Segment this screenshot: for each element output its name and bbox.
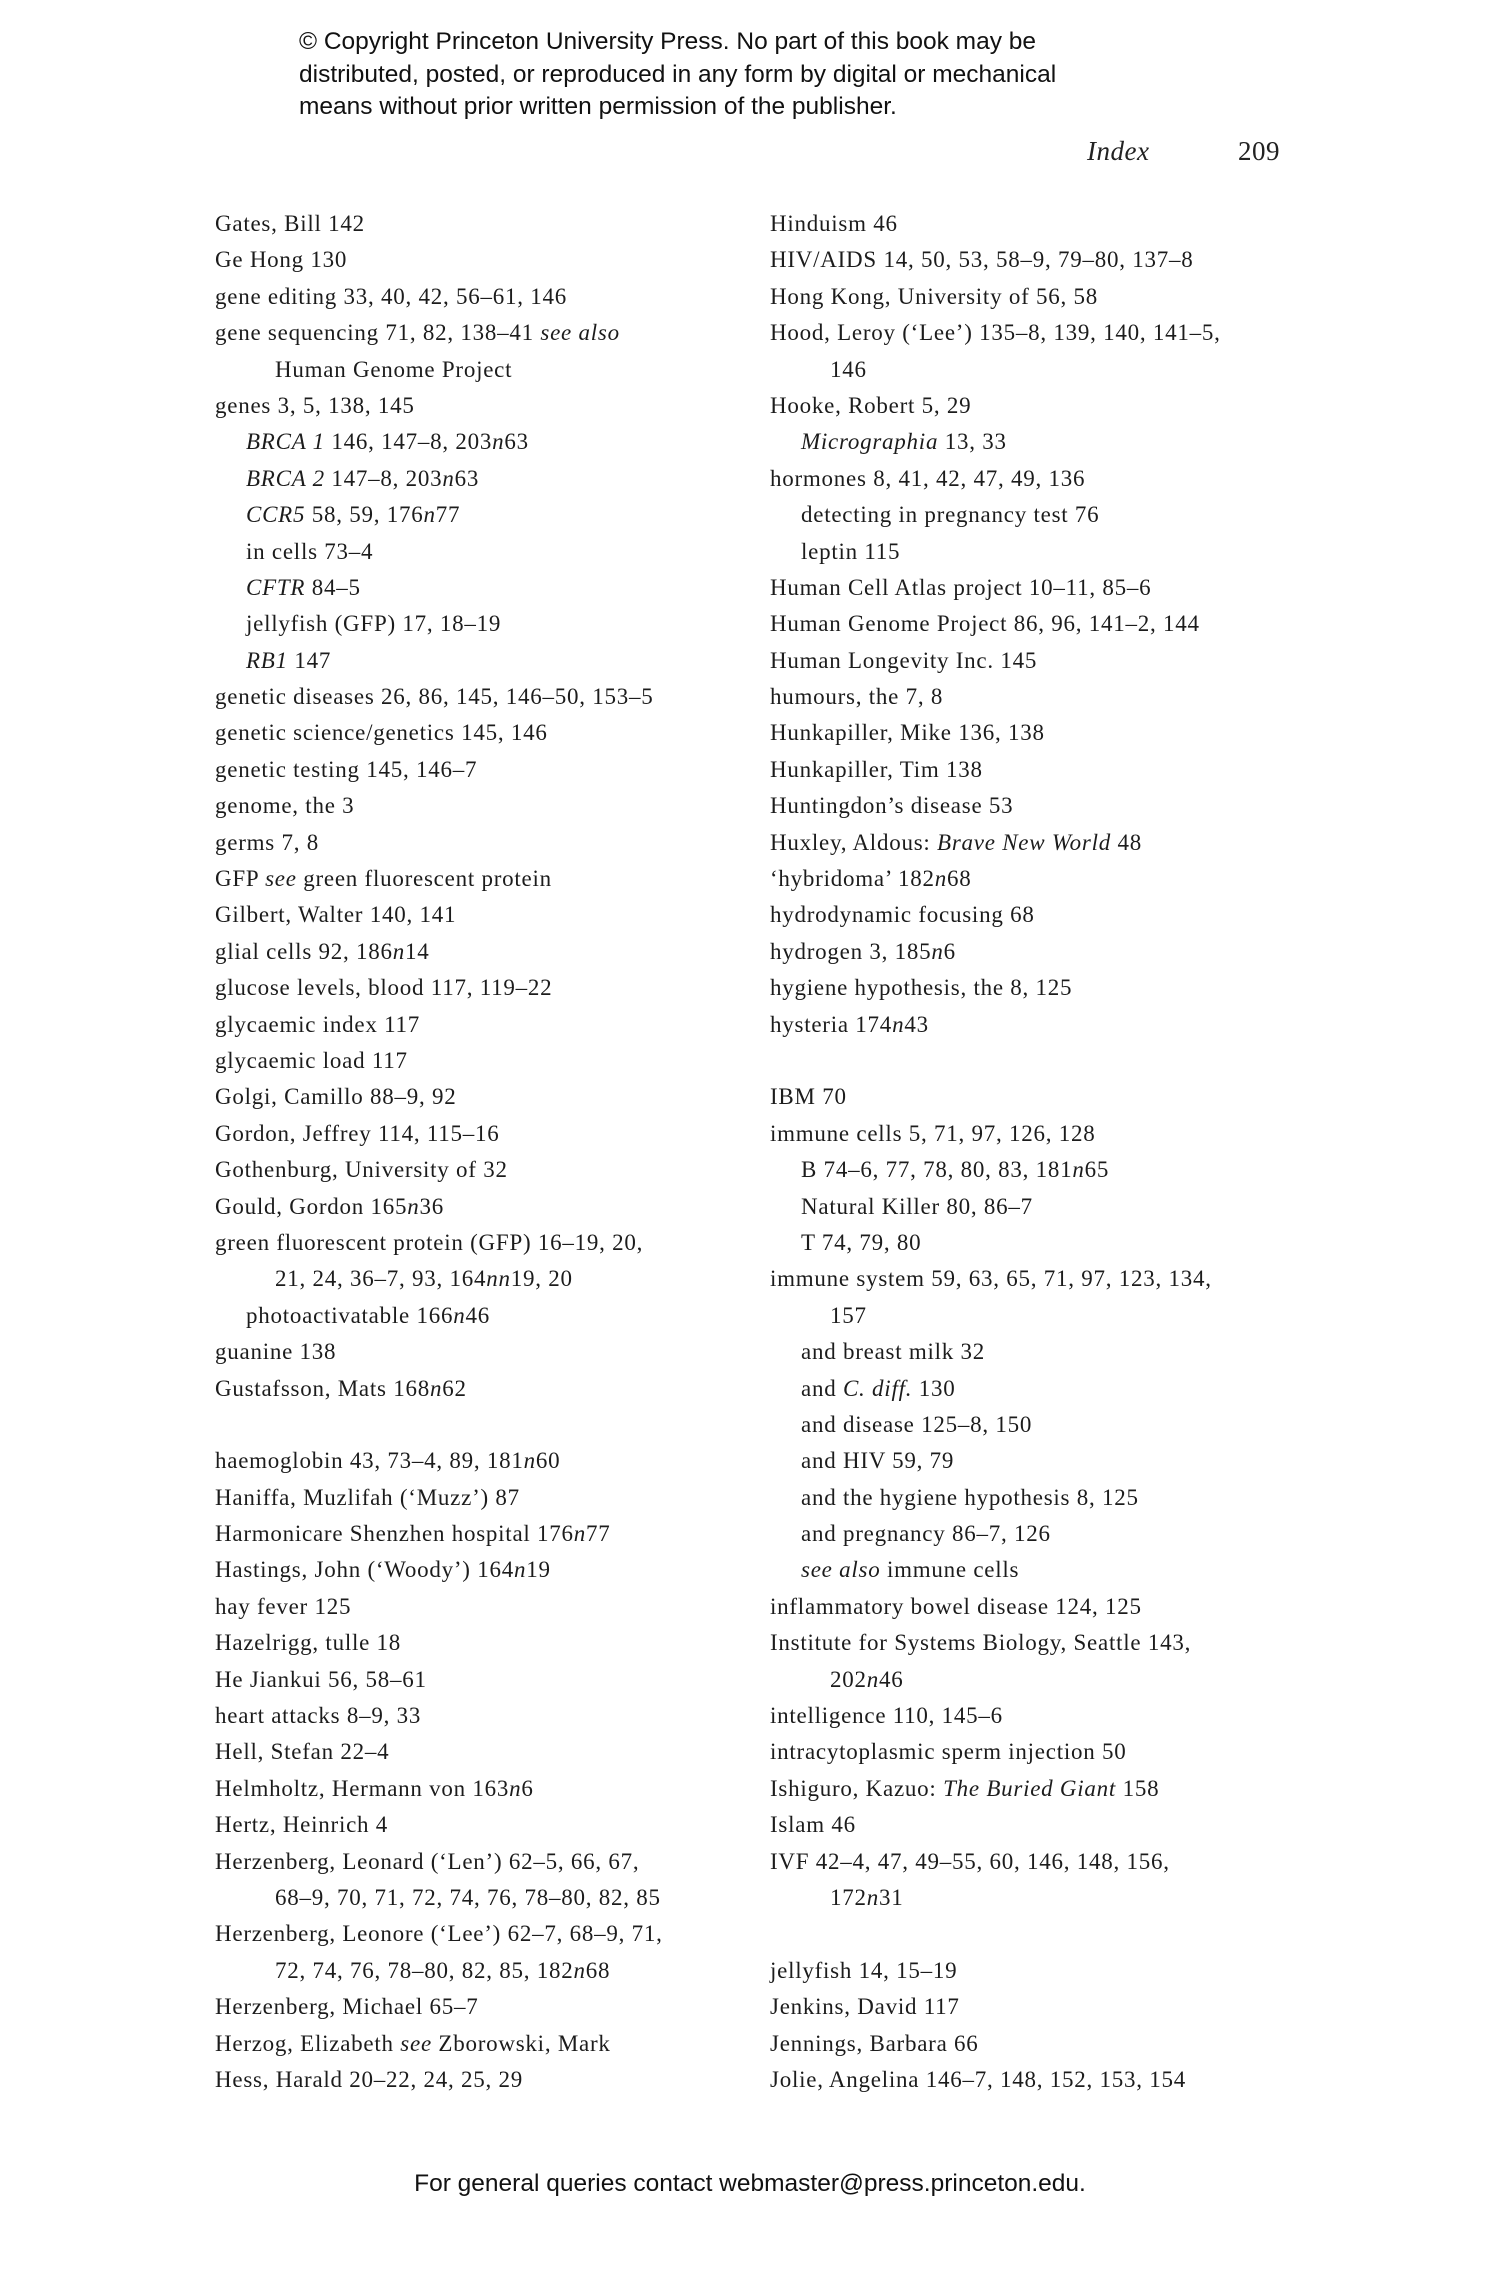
index-entry xyxy=(770,388,1330,424)
index-entry xyxy=(770,242,1330,278)
entry-text: Jolie, Angelina 146–7, 148, 152, 153, 154 xyxy=(770,2066,1186,2092)
entry-text: 146, 147–8, 203 xyxy=(324,429,493,455)
index-entry xyxy=(770,606,1330,642)
entry-text: Hazelrigg, tulle 18 xyxy=(215,1630,402,1656)
entry-text: Gustafsson, Mats 168 xyxy=(215,1375,430,1401)
index-entry xyxy=(770,934,1330,970)
entry-text: 63 xyxy=(504,429,529,455)
index-entry xyxy=(770,570,1330,606)
entry-text: glial cells 92, 186 xyxy=(215,938,393,964)
entry-text: 14 xyxy=(405,938,430,964)
index-entry xyxy=(770,788,1330,824)
entry-text: 48 xyxy=(1111,829,1142,855)
entry-text: n xyxy=(866,1666,879,1692)
index-entry xyxy=(215,1771,755,1807)
index-entry-continuation xyxy=(770,352,1330,388)
entry-text: intelligence 110, 145–6 xyxy=(770,1703,1003,1729)
entry-text: Hinduism 46 xyxy=(770,211,898,236)
entry-text: Zborowski, Mark xyxy=(431,2030,611,2056)
index-entry xyxy=(770,461,1330,497)
entry-text: n xyxy=(573,1957,586,1983)
index-column-left xyxy=(215,206,755,2098)
index-entry xyxy=(770,1771,1330,1807)
entry-text: Herzog, Elizabeth xyxy=(215,2030,401,2056)
entry-text: n xyxy=(392,938,406,964)
entry-text: Gilbert, Walter 140, 141 xyxy=(215,902,457,928)
index-column-right xyxy=(770,206,1330,2098)
entry-text: Jenkins, David 117 xyxy=(770,1994,960,2020)
index-entry xyxy=(215,1007,755,1043)
index-entry xyxy=(215,242,755,278)
entry-text: B 74–6, 77, 78, 80, 83, 181 xyxy=(801,1157,1073,1183)
copyright-line: means without prior written permission of the publisher. xyxy=(299,93,897,120)
index-entry xyxy=(215,279,755,315)
index-entry xyxy=(215,897,755,933)
entry-text: n xyxy=(573,1521,587,1547)
entry-text: see also xyxy=(801,1557,881,1583)
entry-text: green fluorescent protein (GFP) 16–19, 20, xyxy=(215,1229,644,1255)
entry-text: 43 xyxy=(904,1011,929,1037)
entry-text: Herzenberg, Michael 65–7 xyxy=(215,1994,479,2020)
index-entry xyxy=(770,1116,1330,1152)
entry-text: and the hygiene hypothesis 8, 125 xyxy=(801,1484,1139,1510)
entry-text: T 74, 79, 80 xyxy=(801,1229,922,1255)
entry-text: guanine 138 xyxy=(215,1339,337,1365)
entry-text: haemoglobin 43, 73–4, 89, 181 xyxy=(215,1448,524,1474)
index-entry xyxy=(215,2062,755,2098)
entry-text: 84–5 xyxy=(305,574,361,600)
entry-text: 46 xyxy=(465,1302,490,1328)
index-entry-continuation xyxy=(215,1261,755,1297)
entry-text: leptin 115 xyxy=(801,538,901,564)
entry-text: He Jiankui 56, 58–61 xyxy=(215,1666,427,1692)
index-entry xyxy=(215,752,755,788)
index-entry xyxy=(770,825,1330,861)
index-entry xyxy=(770,1844,1330,1880)
index-entry xyxy=(770,1989,1330,2025)
entry-text: Hunkapiller, Mike 136, 138 xyxy=(770,720,1045,746)
entry-text: glucose levels, blood 117, 119–22 xyxy=(215,975,553,1001)
entry-text: 63 xyxy=(454,465,480,491)
entry-text: n xyxy=(513,1557,527,1583)
entry-text: HIV/AIDS 14, 50, 53, 58–9, 79–80, 137–8 xyxy=(770,247,1194,273)
entry-text: 130 xyxy=(912,1375,956,1401)
index-entry xyxy=(215,970,755,1006)
index-entry xyxy=(215,1043,755,1079)
entry-text: Harmonicare Shenzhen hospital 176 xyxy=(215,1521,574,1547)
entry-text: Human Cell Atlas project 10–11, 85–6 xyxy=(770,574,1152,600)
entry-text: The Buried Giant xyxy=(943,1775,1117,1801)
index-entry xyxy=(770,206,1330,242)
index-entry xyxy=(215,1079,755,1115)
index-entry xyxy=(770,1807,1330,1843)
index-entry-continuation xyxy=(770,1298,1330,1334)
entry-text: immune system 59, 63, 65, 71, 97, 123, 134, xyxy=(770,1266,1212,1292)
entry-text: Huxley, Aldous: xyxy=(770,829,938,855)
index-entry xyxy=(215,1225,755,1261)
index-entry-continuation xyxy=(770,1662,1330,1698)
index-entry xyxy=(215,679,755,715)
entry-text: see also xyxy=(540,320,620,346)
copyright-line: © Copyright Princeton University Press. No part of this book may be xyxy=(299,28,1037,55)
index-entry xyxy=(215,1480,755,1516)
index-entry xyxy=(770,1734,1330,1770)
entry-text: hydrogen 3, 185 xyxy=(770,938,932,964)
entry-text: 77 xyxy=(435,502,461,528)
entry-text: 202 xyxy=(830,1666,867,1692)
entry-text: Hong Kong, University of 56, 58 xyxy=(770,283,1098,309)
entry-text: intracytoplasmic sperm injection 50 xyxy=(770,1739,1127,1765)
entry-text: 68 xyxy=(585,1957,611,1983)
entry-text: 60 xyxy=(535,1448,561,1474)
entry-text: 36 xyxy=(419,1193,445,1219)
entry-text: hysteria 174 xyxy=(770,1011,893,1037)
entry-text: jellyfish (GFP) 17, 18–19 xyxy=(246,611,502,637)
blank-line xyxy=(770,1043,1330,1079)
entry-text: BRCA 2 xyxy=(246,465,325,491)
index-entry xyxy=(770,1261,1330,1297)
entry-text: 19 xyxy=(526,1557,551,1583)
entry-text: n xyxy=(509,1775,522,1801)
index-subentry xyxy=(215,424,755,460)
entry-text: 68 xyxy=(947,866,972,892)
entry-text: humours, the 7, 8 xyxy=(770,684,944,710)
entry-text: genome, the 3 xyxy=(215,793,355,819)
index-entry xyxy=(215,1116,755,1152)
entry-text: Natural Killer 80, 86–7 xyxy=(801,1193,1033,1219)
entry-text: 62 xyxy=(442,1375,467,1401)
entry-text: 58, 59, 176 xyxy=(305,502,424,528)
index-entry-continuation xyxy=(215,1880,755,1916)
entry-text: Herzenberg, Leonard (‘Len’) 62–5, 66, 67, xyxy=(215,1848,640,1874)
index-entry xyxy=(215,1516,755,1552)
entry-text: Helmholtz, Hermann von 163 xyxy=(215,1775,510,1801)
index-entry xyxy=(215,1189,755,1225)
entry-text: GFP xyxy=(215,866,266,892)
running-head-title: Index xyxy=(1087,136,1150,166)
entry-text: immune cells xyxy=(880,1557,1020,1583)
entry-text: photoactivatable 166 xyxy=(246,1302,454,1328)
index-subentry xyxy=(215,606,755,642)
index-entry-continuation xyxy=(215,352,755,388)
index-subentry xyxy=(770,497,1330,533)
entry-text: genetic diseases 26, 86, 145, 146–50, 153–5 xyxy=(215,684,654,710)
index-entry xyxy=(215,934,755,970)
entry-text: n xyxy=(892,1011,905,1037)
index-entry xyxy=(215,1625,755,1661)
entry-text: genes 3, 5, 138, 145 xyxy=(215,392,415,418)
entry-text: Micrographia xyxy=(801,429,939,455)
entry-text: heart attacks 8–9, 33 xyxy=(215,1703,422,1729)
entry-text: in cells 73–4 xyxy=(246,538,374,564)
entry-text: CFTR xyxy=(246,574,306,600)
footer-contact: For general queries contact webmaster@press.princeton.edu. xyxy=(414,2170,1086,2197)
entry-text: 157 xyxy=(830,1302,867,1328)
blank-line xyxy=(215,1407,755,1443)
entry-text: Ge Hong 130 xyxy=(215,247,348,273)
index-entry xyxy=(215,825,755,861)
index-entry xyxy=(215,1734,755,1770)
index-entry xyxy=(215,1371,755,1407)
index-entry xyxy=(215,1589,755,1625)
entry-text: n xyxy=(1072,1157,1085,1183)
entry-text: Jennings, Barbara 66 xyxy=(770,2030,979,2056)
entry-text: Gates, Bill 142 xyxy=(215,211,365,236)
index-entry xyxy=(770,861,1330,897)
index-entry xyxy=(215,1152,755,1188)
entry-text: and xyxy=(801,1375,843,1401)
index-subentry xyxy=(770,1407,1330,1443)
index-subentry xyxy=(770,1152,1330,1188)
index-entry xyxy=(770,897,1330,933)
index-entry xyxy=(215,206,755,242)
index-entry xyxy=(770,2026,1330,2062)
entry-text: 65 xyxy=(1084,1157,1110,1183)
entry-text: ‘hybridoma’ 182 xyxy=(770,866,935,892)
entry-text: and breast milk 32 xyxy=(801,1339,986,1365)
entry-text: and HIV 59, 79 xyxy=(801,1448,955,1474)
entry-text: 68–9, 70, 71, 72, 74, 76, 78–80, 82, 85 xyxy=(275,1884,661,1910)
copyright-notice xyxy=(299,26,1056,124)
entry-text: Hell, Stefan 22–4 xyxy=(215,1739,390,1765)
index-subentry xyxy=(770,1189,1330,1225)
index-entry-continuation xyxy=(215,1953,755,1989)
index-entry xyxy=(215,388,755,424)
entry-text: 158 xyxy=(1116,1775,1160,1801)
index-entry xyxy=(770,1079,1330,1115)
index-entry xyxy=(215,1807,755,1843)
index-entry xyxy=(770,2062,1330,2098)
entry-text: Human Genome Project 86, 96, 141–2, 144 xyxy=(770,611,1200,637)
entry-text: Brave New World xyxy=(937,829,1111,855)
index-entry xyxy=(215,2026,755,2062)
entry-text: Huntingdon’s disease 53 xyxy=(770,793,1014,819)
entry-text: 6 xyxy=(521,1775,534,1801)
copyright-line: distributed, posted, or reproduced in any form by digital or mechanical xyxy=(299,60,1057,88)
index-subentry xyxy=(770,1334,1330,1370)
entry-text: Human Genome Project xyxy=(275,356,513,382)
entry-text: 147–8, 203 xyxy=(324,465,443,491)
entry-text: 21, 24, 36–7, 93, 164 xyxy=(275,1266,487,1292)
index-entry xyxy=(215,1989,755,2025)
entry-text: CCR5 xyxy=(246,502,306,528)
index-entry xyxy=(215,1916,755,1952)
index-entry xyxy=(770,715,1330,751)
index-entry xyxy=(770,752,1330,788)
entry-text: see xyxy=(400,2030,432,2056)
entry-text: Ishiguro, Kazuo: xyxy=(770,1775,944,1801)
index-entry xyxy=(770,643,1330,679)
entry-text: 13, 33 xyxy=(938,429,1007,455)
entry-text: n xyxy=(931,938,944,964)
entry-text: Human Longevity Inc. 145 xyxy=(770,647,1038,673)
index-subentry xyxy=(770,1552,1330,1588)
entry-text: Gordon, Jeffrey 114, 115–16 xyxy=(215,1120,500,1146)
entry-text: jellyfish 14, 15–19 xyxy=(770,1957,958,1983)
entry-text: 72, 74, 76, 78–80, 82, 85, 182 xyxy=(275,1957,574,1983)
entry-text: inflammatory bowel disease 124, 125 xyxy=(770,1593,1142,1619)
index-entry xyxy=(215,788,755,824)
entry-text: germs 7, 8 xyxy=(215,829,319,855)
entry-text: 31 xyxy=(879,1884,904,1910)
entry-text: n xyxy=(407,1193,420,1219)
entry-text: n xyxy=(492,429,505,455)
entry-text: 146 xyxy=(830,356,867,382)
index-entry xyxy=(215,1844,755,1880)
entry-text: 147 xyxy=(287,647,332,673)
entry-text: n xyxy=(429,1375,443,1401)
index-subentry xyxy=(770,1516,1330,1552)
entry-text: detecting in pregnancy test 76 xyxy=(801,502,1100,528)
entry-text: Hess, Harald 20–22, 24, 25, 29 xyxy=(215,2066,524,2092)
entry-text: green fluorescent protein xyxy=(296,866,552,892)
index-entry xyxy=(215,861,755,897)
index-entry xyxy=(770,1698,1330,1734)
entry-text: see xyxy=(265,866,297,892)
index-subentry xyxy=(770,424,1330,460)
entry-text: Gould, Gordon 165 xyxy=(215,1193,408,1219)
entry-text: Hastings, John (‘Woody’) 164 xyxy=(215,1557,514,1583)
entry-text: genetic science/genetics 145, 146 xyxy=(215,720,548,746)
entry-text: Golgi, Camillo 88–9, 92 xyxy=(215,1084,457,1110)
index-entry xyxy=(770,279,1330,315)
entry-text: Hood, Leroy (‘Lee’) 135–8, 139, 140, 141–5, xyxy=(770,320,1221,346)
index-subentry xyxy=(215,461,755,497)
entry-text: 6 xyxy=(943,938,956,964)
entry-text: Hertz, Heinrich 4 xyxy=(215,1812,389,1838)
index-entry xyxy=(215,315,755,351)
entry-text: glycaemic load 117 xyxy=(215,1047,408,1073)
entry-text: n xyxy=(453,1302,466,1328)
index-subentry xyxy=(215,534,755,570)
page-number: 209 xyxy=(1238,136,1280,166)
entry-text: C. diff. xyxy=(842,1375,913,1401)
index-subentry xyxy=(770,1225,1330,1261)
entry-text: hormones 8, 41, 42, 47, 49, 136 xyxy=(770,465,1086,491)
entry-text: Hooke, Robert 5, 29 xyxy=(770,392,972,418)
entry-text: n xyxy=(866,1884,879,1910)
index-subentry xyxy=(770,534,1330,570)
entry-text: glycaemic index 117 xyxy=(215,1011,420,1037)
entry-text: hydrodynamic focusing 68 xyxy=(770,902,1035,928)
entry-text: hay fever 125 xyxy=(215,1593,352,1619)
index-entry xyxy=(215,715,755,751)
index-entry xyxy=(770,1007,1330,1043)
entry-text: Gothenburg, University of 32 xyxy=(215,1157,508,1183)
index-subentry xyxy=(215,1298,755,1334)
entry-text: IVF 42–4, 47, 49–55, 60, 146, 148, 156, xyxy=(770,1848,1170,1874)
index-subentry xyxy=(770,1480,1330,1516)
index-entry xyxy=(215,1698,755,1734)
entry-text: Haniffa, Muzlifah (‘Muzz’) 87 xyxy=(215,1484,520,1510)
index-entry xyxy=(770,970,1330,1006)
entry-text: n xyxy=(934,866,948,892)
index-entry xyxy=(770,1589,1330,1625)
index-entry xyxy=(770,679,1330,715)
entry-text: gene editing 33, 40, 42, 56–61, 146 xyxy=(215,283,568,309)
entry-text: and pregnancy 86–7, 126 xyxy=(801,1521,1051,1547)
entry-text: immune cells 5, 71, 97, 126, 128 xyxy=(770,1120,1096,1146)
entry-text: nn xyxy=(486,1266,511,1292)
entry-text: 77 xyxy=(586,1521,611,1547)
index-subentry xyxy=(770,1371,1330,1407)
entry-text: Hunkapiller, Tim 138 xyxy=(770,756,983,782)
entry-text: 19, 20 xyxy=(510,1266,573,1292)
index-entry xyxy=(770,1953,1330,1989)
entry-text: hygiene hypothesis, the 8, 125 xyxy=(770,975,1073,1001)
entry-text: n xyxy=(442,465,455,491)
index-entry xyxy=(215,1334,755,1370)
index-entry xyxy=(770,1625,1330,1661)
entry-text: Institute for Systems Biology, Seattle 143, xyxy=(770,1630,1192,1656)
blank-line xyxy=(770,1916,1330,1952)
index-subentry xyxy=(770,1443,1330,1479)
entry-text: and disease 125–8, 150 xyxy=(801,1411,1033,1437)
index-subentry xyxy=(215,643,755,679)
entry-text: n xyxy=(523,1448,536,1474)
entry-text: IBM 70 xyxy=(770,1084,847,1110)
entry-text: BRCA 1 xyxy=(246,429,325,455)
entry-text: Herzenberg, Leonore (‘Lee’) 62–7, 68–9, 71, xyxy=(215,1921,663,1947)
entry-text: RB1 xyxy=(246,647,288,673)
index-entry xyxy=(215,1552,755,1588)
index-entry xyxy=(215,1443,755,1479)
entry-text: gene sequencing 71, 82, 138–41 xyxy=(215,320,541,346)
entry-text: n xyxy=(423,502,436,528)
entry-text: 46 xyxy=(879,1666,904,1692)
index-entry xyxy=(770,315,1330,351)
entry-text: Islam 46 xyxy=(770,1812,856,1838)
index-entry-continuation xyxy=(770,1880,1330,1916)
index-subentry xyxy=(215,497,755,533)
entry-text: 172 xyxy=(830,1884,867,1910)
index-entry xyxy=(215,1662,755,1698)
entry-text: genetic testing 145, 146–7 xyxy=(215,756,478,782)
index-subentry xyxy=(215,570,755,606)
